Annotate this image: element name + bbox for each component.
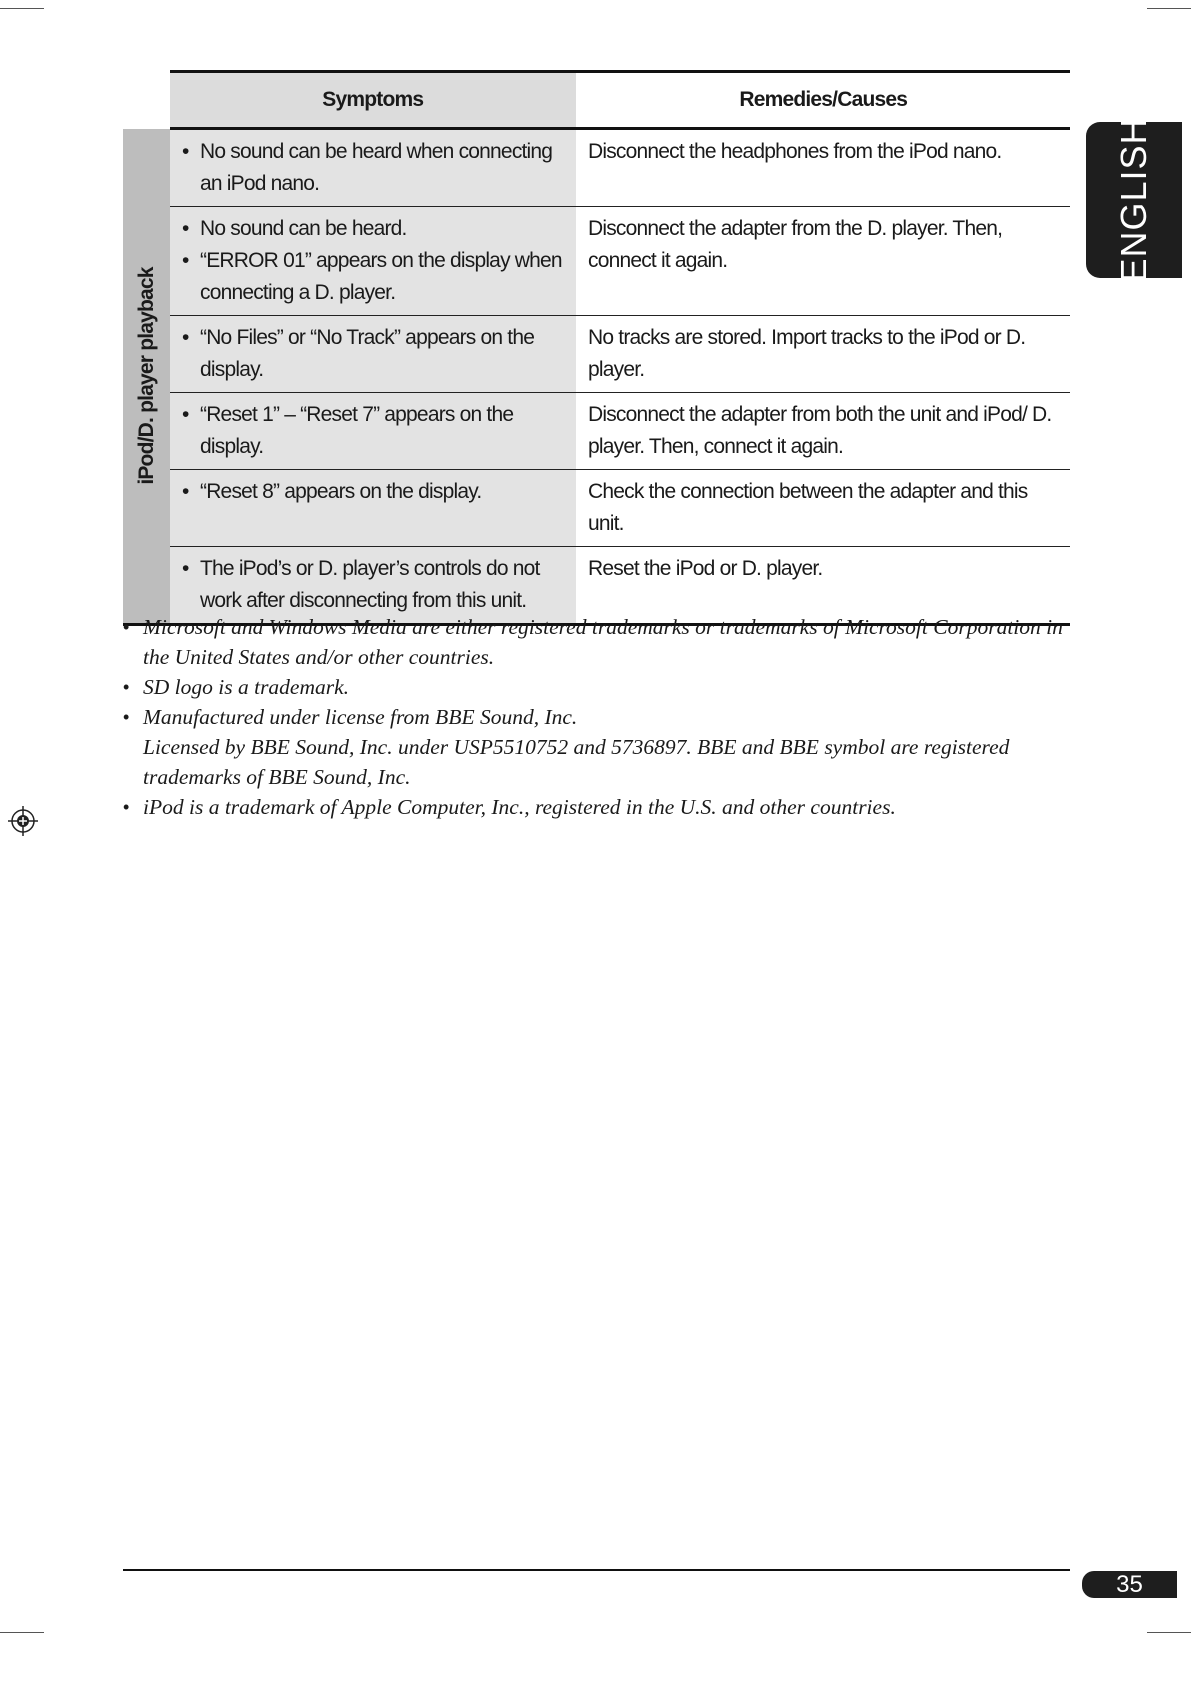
symptom-item: • No sound can be heard when connecting an iPod nano. — [180, 136, 568, 200]
table-row — [123, 207, 1070, 316]
remedy-cell: No tracks are stored. Import tracks to the iPod or D. player. — [576, 316, 1070, 393]
table-header-row — [123, 72, 1070, 129]
symptom-item: • “No Files” or “No Track” appears on the display. — [180, 322, 568, 386]
note-bbe-line-1: • Manufactured under license from BBE Sound, Inc. — [143, 705, 578, 729]
remedy-cell: Disconnect the adapter from the D. player. Then, connect it again. — [576, 207, 1070, 316]
note-bbe-line-2: Licensed by BBE Sound, Inc. under USP5510752 and 5736897. BBE and BBE symbol are registered trademarks of BBE Sound, Inc. — [143, 735, 1010, 789]
symptom-item: • No sound can be heard. — [180, 213, 568, 245]
symptom-item: • “Reset 8” appears on the display. — [180, 476, 568, 508]
crop-mark-bottom-right — [1147, 1632, 1191, 1633]
symptom-cell — [170, 316, 576, 393]
table-row — [123, 393, 1070, 470]
remedy-cell: Disconnect the adapter from both the unit and iPod/ D. player. Then, connect it again. — [576, 393, 1070, 470]
page-number: 35 — [1082, 1571, 1177, 1598]
symptom-item: • “ERROR 01” appears on the display when connecting a D. player. — [180, 245, 568, 309]
symptoms-header: Symptoms — [170, 72, 576, 129]
table-row — [123, 316, 1070, 393]
crop-mark-top-left — [0, 8, 44, 9]
note-bbe — [123, 702, 1073, 792]
note-microsoft: • Microsoft and Windows Media are either registered trademarks or trademarks of Microsoft Corporation in the United States and/or other countries. — [123, 612, 1073, 672]
remedy-cell: Disconnect the headphones from the iPod nano. — [576, 129, 1070, 207]
note-ipod: • iPod is a trademark of Apple Computer, Inc., registered in the U.S. and other countries. — [123, 792, 1073, 822]
language-label: ENGLISH — [1113, 117, 1154, 283]
remedy-cell: Check the connection between the adapter and this unit. — [576, 470, 1070, 547]
footer-rule — [123, 1569, 1070, 1571]
language-tab — [1086, 117, 1182, 283]
registration-mark-icon — [7, 805, 39, 837]
troubleshooting-table — [123, 70, 1070, 626]
symptom-cell — [170, 129, 576, 207]
table-header-spacer — [123, 72, 170, 129]
symptom-cell — [170, 470, 576, 547]
symptom-cell — [170, 393, 576, 470]
category-label: iPod/D. player playback — [134, 267, 158, 485]
symptom-item: • “Reset 1” – “Reset 7” appears on the display. — [180, 399, 568, 463]
symptom-cell — [170, 207, 576, 316]
crop-mark-bottom-left — [0, 1632, 44, 1633]
table-row — [123, 470, 1070, 547]
troubleshooting-table-wrapper — [123, 70, 1070, 626]
category-cell — [123, 129, 170, 625]
remedy-cell: Reset the iPod or D. player. — [576, 547, 1070, 625]
trademark-notes — [123, 612, 1073, 822]
table-row — [123, 129, 1070, 207]
remedies-header: Remedies/Causes — [576, 72, 1070, 129]
symptom-item: • The iPod’s or D. player’s controls do not work after disconnecting from this unit. — [180, 553, 568, 617]
note-sd: • SD logo is a trademark. — [123, 672, 1073, 702]
crop-mark-top-right — [1147, 8, 1191, 9]
